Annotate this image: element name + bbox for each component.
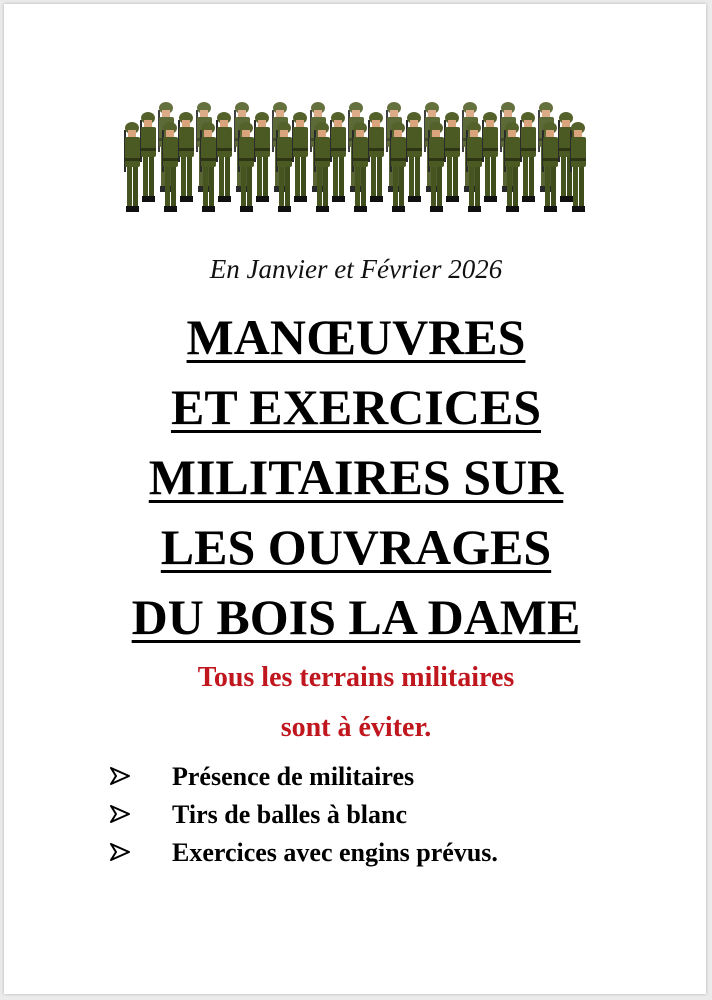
title-line: MILITAIRES SUR [148, 449, 564, 505]
arrow-bullet-icon [110, 834, 172, 872]
warning-line: Tous les terrains militaires [197, 662, 515, 693]
arrow-bullet-icon [110, 796, 172, 834]
list-item-label: Exercices avec engins prévus. [172, 838, 498, 867]
title-line: DU BOIS LA DAME [131, 589, 581, 645]
title-line: MANŒUVRES [186, 309, 526, 365]
list-item [110, 834, 670, 872]
warning-text [0, 658, 712, 758]
warning-line: sont à éviter. [280, 712, 432, 743]
main-title [0, 306, 712, 656]
list-item-label: Présence de militaires [172, 762, 415, 791]
list-item [110, 758, 670, 796]
soldiers-illustration [118, 96, 588, 224]
title-line: ET EXERCICES [170, 379, 542, 435]
title-line: LES OUVRAGES [160, 519, 552, 575]
bullet-list [110, 758, 670, 872]
date-subtitle: En Janvier et Février 2026 [209, 254, 503, 284]
arrow-bullet-icon [110, 758, 172, 796]
list-item [110, 796, 670, 834]
list-item-label: Tirs de balles à blanc [172, 800, 408, 829]
